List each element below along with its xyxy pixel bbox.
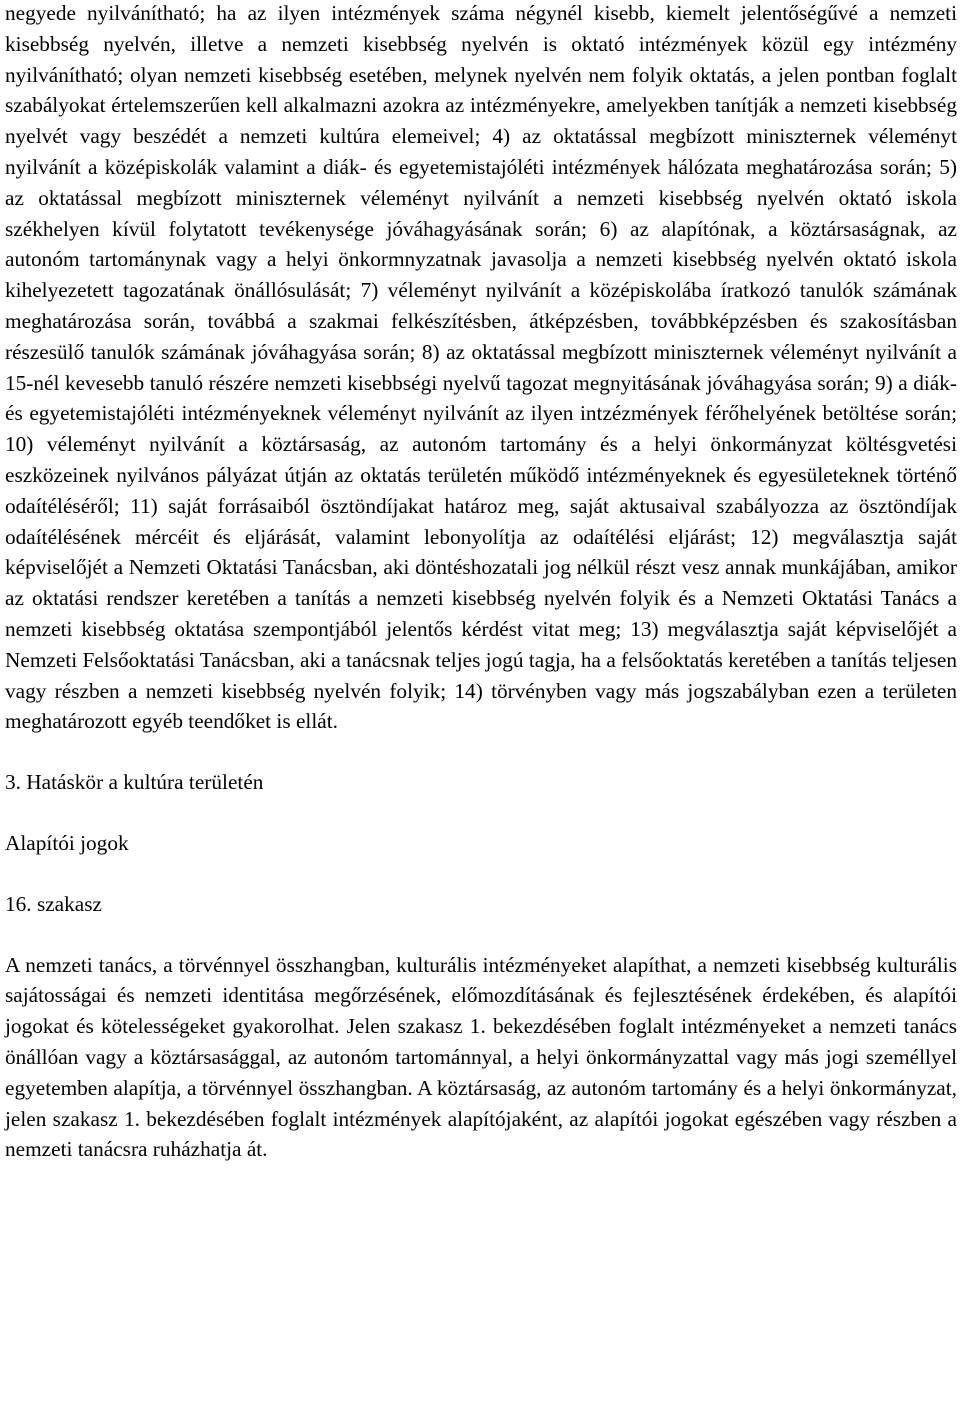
section-heading: 3. Hatáskör a kultúra területén [5, 770, 264, 795]
article-heading: 16. szakasz [5, 891, 102, 916]
article-16-paragraph: A nemzeti tanács, a törvénnyel összhangban, kulturális intézményeket alapíthat, a nemzeti kisebbség kulturális sajátosságai és nemzeti identitása megőrzésének, előmozdításának és fejlesztésének érdekében, és alapítói jogokat és kötelességeket gyakorolhat. Jelen szakasz 1. bekezdésében foglalt intézményeket a nemzeti tanács önállóan vagy a köztársasággal, az autonóm tartománnyal, a helyi önkormányzattal vagy más jogi személlyel egyetemben alapítja, a törvénnyel összhangban. A köztársaság, az autonóm tartomány és a helyi önkormányzat, jelen szakasz 1. bekezdésében foglalt intézmények alapítójaként, az alapítói jogokat egészében vagy részben a nemzeti tanácsra ruházhatja át. [5, 952, 957, 1162]
document-page [5, 0, 957, 1165]
continuation-paragraph: negyede nyilvánítható; ha az ilyen intézmények száma négynél kisebb, kiemelt jelentőségűvé a nemzeti kisebbség nyelvén, illetve a nemzeti kisebbség nyelvén is oktató intézmények közül egy intézmény nyilvánítható; olyan nemzeti kisebbség esetében, melynek nyelvén nem folyik oktatás, a jelen pontban foglalt szabályokat értelemszerűen kell alkalmazni azokra az intézményekre, amelyekben tanítják a nemzeti kisebbség nyelvét vagy beszédét a nemzeti kultúra elemeivel; 4) az oktatással megbízott miniszternek véleményt nyilvánít a középiskolák valamint a diák- és egyetemistajóléti intézmények hálózata meghatározása során; 5) az oktatással megbízott miniszternek véleményt nyilvánít a nemzeti kisebbség nyelvén oktató iskola székhelyen kívül folytatott tevékenysége jóváhagyásának során; 6) az alapítónak, a köztársaságnak, az autonóm tartománynak vagy a helyi önkormnyzatnak javasolja a nemzeti kisebbség nyelvén oktató iskola kihelyezetett tagozatának önállósulását; 7) véleményt nyilvánít a középiskolába íratkozó tanulók számának meghatározása során, továbbá a szakmai felkészítésben, átképzésben, továbbképzésben és szakosításban részesülő tanulók számának jóváhagyása során; 8) az oktatással megbízott miniszternek véleményt nyilvánít a 15-nél kevesebb tanuló részére nemzeti kisebbségi nyelvű tagozat megnyitásának jóváhagyása során; 9) a diák- és egyetemistajóléti intézményeknek véleményt nyilvánít az ilyen intzézmények férőhelyének betöltése során; 10) véleményt nyilvánít a köztársaság, az autonóm tartomány és a helyi önkormányzat költésgvetési eszközeinek nyilvános pályázat útján az oktatás területén működő intézményeknek és egyesületeknek történő odaítéléséről; 11) saját forrásaiból ösztöndíjakat határoz meg, saját aktusaival szabályozza az ösztöndíjak odaítélésének mércéit és eljárását, valamint lebonyolítja az odaítélési eljárást; 12) megválasztja saját képviselőjét a Nemzeti Oktatási Tanácsban, aki döntéshozatali jog nélkül részt vesz annak munkájában, amikor az oktatási rendszer keretében a tanítás a nemzeti kisebbség nyelvén folyik és a Nemzeti Oktatási Tanács a nemzeti kisebbség oktatása szempontjából jelentős kérdést vitat meg; 13) megválasztja saját képviselőjét a Nemzeti Felsőoktatási Tanácsban, aki a tanácsnak teljes jogú tagja, ha a felsőoktatás keretében a tanítás teljesen vagy részben a nemzeti kisebbség nyelvén folyik; 14) törvényben vagy más jogszabályban ezen a területen meghatározott egyéb teendőket is ellát. [5, 1, 957, 734]
subsection-heading: Alapítói jogok [5, 830, 129, 855]
